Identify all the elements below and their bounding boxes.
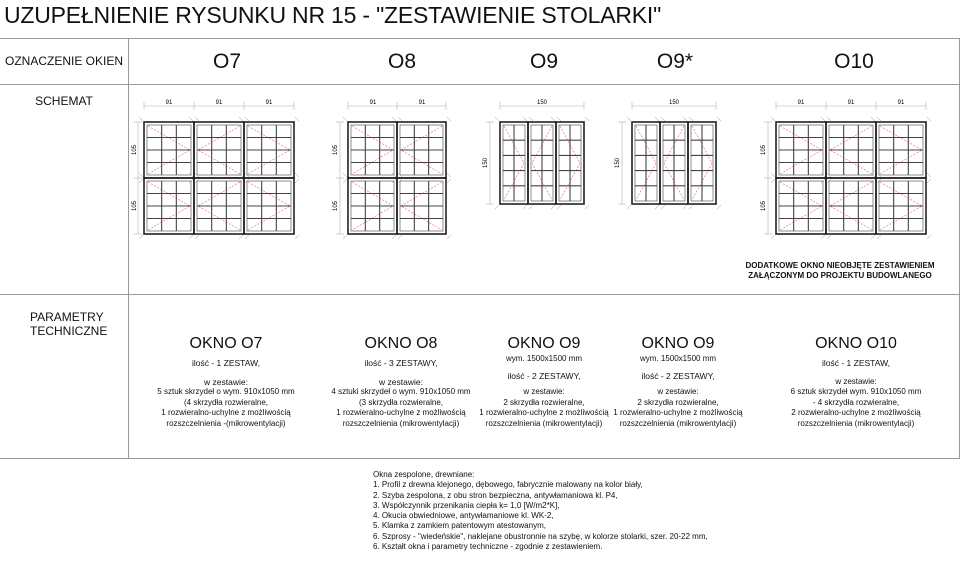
dim-label: 91 [797, 100, 805, 106]
window-sash [189, 173, 249, 239]
window-sashes [627, 117, 721, 209]
param-line: rozszczelnienia (mikrowentylacji) [485, 418, 603, 428]
param-line: 2 skrzydła rozwieralne, [637, 397, 719, 407]
param-line: 1 rozwieralno-uchylne z możliwością [479, 408, 609, 417]
window-sash [239, 173, 299, 239]
column-header-o7: O7 [212, 50, 241, 73]
dim-label: 105 [761, 200, 767, 212]
column-header-o9: O9 [529, 50, 558, 73]
dim-label: 150 [615, 157, 621, 169]
param-line: rozszczelnienia (mikrowentylacji) [797, 418, 915, 428]
param-line: 1 rozwieralno-uchylne z możliwością [336, 408, 466, 417]
param-name: OKNO O9 [507, 335, 581, 352]
row-label-parametry: PARAMETRY TECHNICZNE [30, 310, 108, 338]
extra-window-note: DODATKOWE OKNO NIEOBJĘTE ZESTAWIENIEM ZAŁĄCZONYM DO PROJEKTU BUDOWLANEGO [745, 261, 935, 280]
param-wz: w zestawie: [657, 387, 699, 396]
window-sash [343, 117, 402, 183]
param-line: 5 sztuk skrzydeł o wym. 910x1050 mm [157, 387, 295, 396]
table-line [0, 458, 960, 459]
param-line: - 4 skrzydła rozwieralne, [812, 397, 900, 407]
param-line: 2 skrzydła rozwieralne, [503, 397, 585, 407]
dim-label: 91 [897, 100, 905, 106]
row-label-oznaczenie: OZNACZENIE OKIEN [4, 54, 123, 68]
param-name: OKNO O10 [815, 335, 897, 352]
param-wym: wym. 1500x1500 mm [505, 354, 583, 363]
notes-block [373, 470, 708, 552]
table-line [0, 38, 960, 39]
param-name: OKNO O7 [189, 335, 263, 352]
column-header-o10: O10 [834, 50, 874, 73]
table-line [0, 84, 960, 85]
dim-label: 91 [418, 100, 426, 106]
dim-label: 150 [536, 100, 548, 106]
dim-label: 91 [215, 100, 223, 106]
param-line: rozszczelnienia (mikrowentylacji) [342, 418, 460, 428]
window-sashes [139, 117, 299, 239]
window-sash [551, 117, 589, 209]
note-line: 2. Szyba zespolona, z obu stron bezpieczna, antywłamaniowa kl. P4, [373, 490, 618, 500]
window-sash [392, 117, 451, 183]
window-schematic-o10 [756, 92, 938, 244]
dim-label: 91 [265, 100, 273, 106]
param-name: OKNO O9 [641, 335, 715, 352]
window-sash [139, 173, 199, 239]
param-line: 1 rozwieralno-uchylne z możliwością [613, 408, 743, 417]
param-line: 6 sztuk skrzydeł wym. 910x1050 mm [790, 387, 922, 396]
dim-label: 105 [761, 144, 767, 156]
param-line: rozszczelnienia -(mikrowentylacji) [166, 418, 286, 428]
window-schematic-o7 [128, 92, 306, 244]
window-sash [189, 117, 249, 183]
param-qty: ilość - 3 ZESTAWY, [364, 358, 438, 368]
dim-label: 91 [165, 100, 173, 106]
note-line: 5. Klamka z zamkiem patentowym atestowanym, [373, 521, 546, 531]
window-sash [871, 173, 931, 239]
column-header-o9-star: O9* [656, 50, 694, 73]
note-line: Okna zespolone, drewniane: [373, 470, 475, 479]
note-line: 6. Szprosy - "wiedeńskie", naklejane obustronnie na szybę, w kolorze stolarki, szer. 20-22 mm, [373, 531, 708, 541]
window-sash [821, 117, 881, 183]
note-line: 6. Kształt okna i parametry techniczne - zgodnie z zestawieniem. [373, 542, 603, 552]
param-line: 2 rozwieralno-uchylne z możliwością [791, 408, 921, 417]
dim-label: 105 [333, 144, 339, 156]
window-sash [821, 173, 881, 239]
param-line: (4 skrzydła rozwieralne, [183, 397, 269, 407]
dim-label: 105 [132, 144, 138, 156]
window-schematic-o9 [476, 92, 596, 244]
window-schematic-o8 [328, 92, 458, 244]
table-line [0, 294, 960, 295]
params-o9-star [604, 334, 752, 429]
param-qty: ilość - 1 ZESTAW, [821, 358, 890, 368]
dim-label: 91 [847, 100, 855, 106]
param-qty: ilość - 1 ZESTAW, [191, 358, 260, 368]
params-o10 [766, 334, 946, 429]
window-sash [871, 117, 931, 183]
params-o7 [140, 334, 312, 429]
column-header-o8: O8 [387, 50, 416, 73]
dim-label: 105 [333, 200, 339, 212]
window-schematic-o9-star [608, 92, 728, 244]
note-line: 4. Okucia obwiedniowe, antywłamaniowe kl. WK-2, [373, 511, 554, 521]
params-o9 [470, 334, 618, 429]
param-qty: ilość - 2 ZESTAWY, [507, 370, 581, 381]
row-label-schemat: SCHEMAT [35, 94, 93, 108]
param-line: (3 skrzydła rozwieralne, [358, 397, 444, 407]
window-sashes [771, 117, 931, 239]
param-line: rozszczelnienia (mikrowentylacji) [619, 418, 737, 428]
window-sash [771, 173, 831, 239]
window-sash [392, 173, 451, 239]
page-title: UZUPEŁNIENIE RYSUNKU NR 15 - "ZESTAWIENIE STOLARKI" [4, 2, 662, 28]
param-line: 4 sztuki skrzydeł o wym. 910x1050 mm [331, 387, 471, 396]
param-wz: w zestawie: [204, 376, 248, 387]
params-o8 [316, 334, 486, 429]
window-sash [771, 117, 831, 183]
param-line: 1 rozwieralno-uchylne z możliwością [161, 408, 291, 417]
param-name: OKNO O8 [364, 335, 438, 352]
window-sash [139, 117, 199, 183]
param-wz: w zestawie: [523, 387, 565, 396]
note-line: 1. Profil z drewna klejonego, dębowego, fabrycznie malowany na kolor biały, [373, 480, 643, 490]
dim-label: 150 [483, 157, 489, 169]
dim-label: 105 [132, 200, 138, 212]
note-line: 3. Współczynnik przenikania ciepła k= 1,0 [W/m2*K], [373, 500, 560, 510]
dim-label: 91 [369, 100, 377, 106]
param-wz: w zestawie: [835, 376, 877, 386]
param-wz: w zestawie: [379, 376, 423, 387]
param-wym: wym. 1500x1500 mm [639, 354, 717, 363]
window-sashes [343, 117, 451, 239]
dim-label: 150 [668, 100, 680, 106]
window-sash [343, 173, 402, 239]
window-sashes [495, 117, 589, 209]
window-sash [683, 117, 721, 209]
param-qty: ilość - 2 ZESTAWY, [641, 370, 715, 381]
window-sash [239, 117, 299, 183]
